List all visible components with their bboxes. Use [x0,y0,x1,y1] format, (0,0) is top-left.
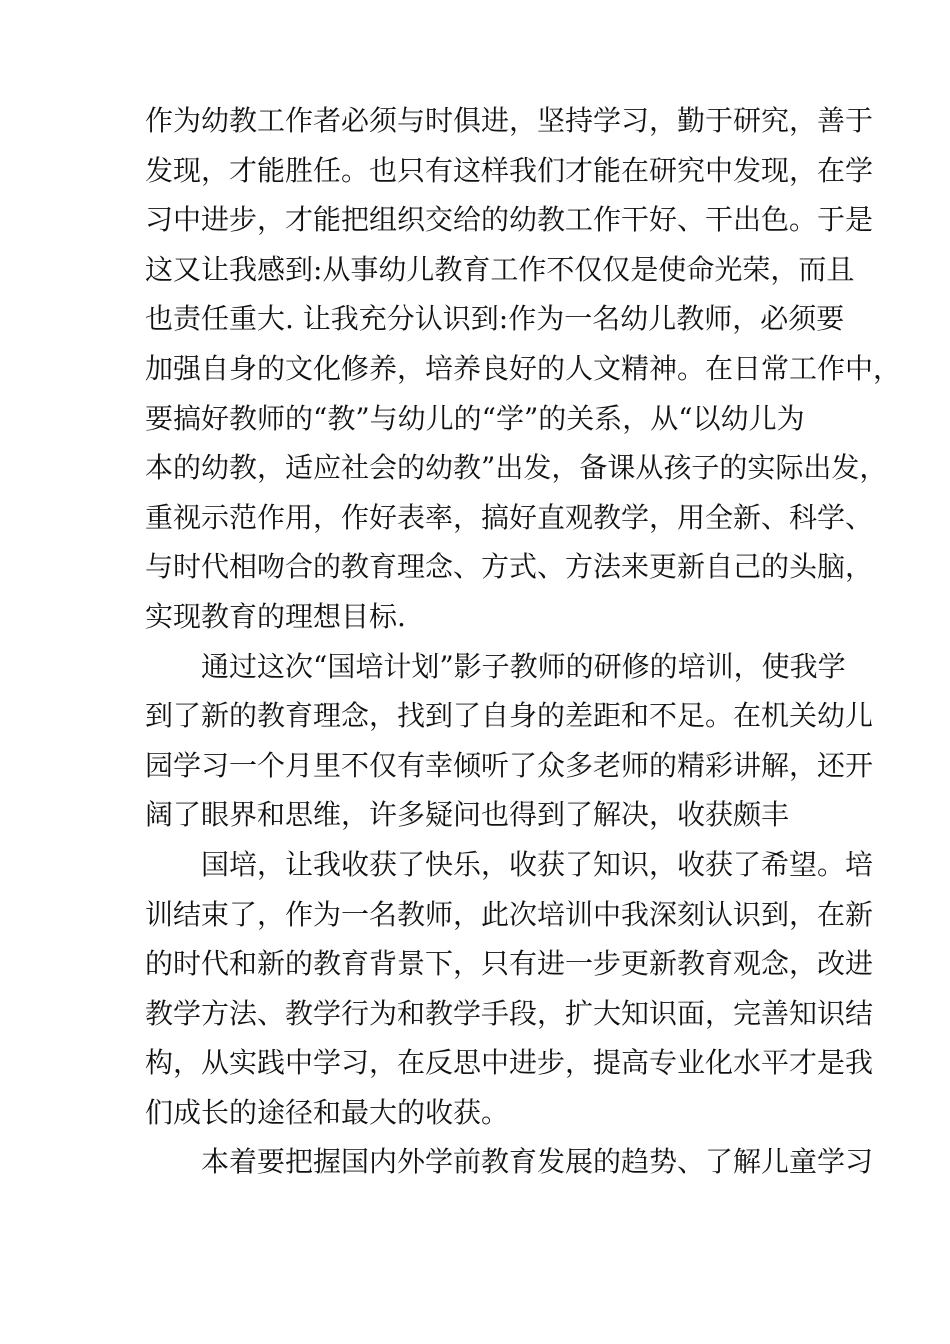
document-body [145,96,902,1187]
text-line: 到了新的教育理念，找到了自身的差距和不足。在机关幼儿 [145,699,874,733]
text-line: 要搞好教师的“教”与幼儿的“学”的关系，从“以幼儿为 [145,401,805,435]
text-line: 教学方法、教学行为和教学手段，扩大知识面，完善知识结 [145,996,874,1030]
text-line: 本着要把握国内外学前教育发展的趋势、了解儿童学习 [201,1145,874,1179]
text-line: 实现教育的理想目标. [145,599,406,633]
paragraph [145,1137,874,1187]
text-line: 发现，才能胜任。也只有这样我们才能在研究中发现，在学 [145,153,874,187]
text-line: 阔了眼界和思维，许多疑问也得到了解决，收获颇丰 [145,798,790,832]
text-line: 习中进步，才能把组织交给的幼教工作干好、干出色。于是 [145,203,874,237]
text-line: 也责任重大. 让我充分认识到:作为一名幼儿教师，必须要 [145,302,845,336]
text-line: 加强自身的文化修养，培养良好的人文精神。在日常工作中， [145,351,902,385]
paragraph [145,840,874,1138]
text-line: 这又让我感到:从事幼儿教育工作不仅仅是使命光荣，而且 [145,252,855,286]
text-line: 的时代和新的教育背景下，只有进一步更新教育观念，改进 [145,947,874,981]
text-line: 构，从实践中学习，在反思中进步，提高专业化水平才是我 [145,1046,874,1080]
text-line: 训结束了，作为一名教师，此次培训中我深刻认识到，在新 [145,897,874,931]
text-line: 与时代相吻合的教育理念、方式、方法来更新自己的头脑， [145,550,874,584]
text-line: 园学习一个月里不仅有幸倾听了众多老师的精彩讲解，还开 [145,748,874,782]
text-line: 本的幼教，适应社会的幼教”出发，备课从孩子的实际出发， [145,451,888,485]
text-line: 重视示范作用，作好表率，搞好直观教学，用全新、科学、 [145,500,874,534]
text-line: 通过这次“国培计划”影子教师的研修的培训，使我学 [201,649,846,683]
text-line: 国培，让我收获了快乐，收获了知识，收获了希望。培 [201,847,874,881]
text-line: 作为幼教工作者必须与时俱进，坚持学习，勤于研究，善于 [145,104,874,137]
text-line: 们成长的途径和最大的收获。 [145,1095,510,1129]
paragraph [145,642,874,840]
paragraph [145,96,902,642]
